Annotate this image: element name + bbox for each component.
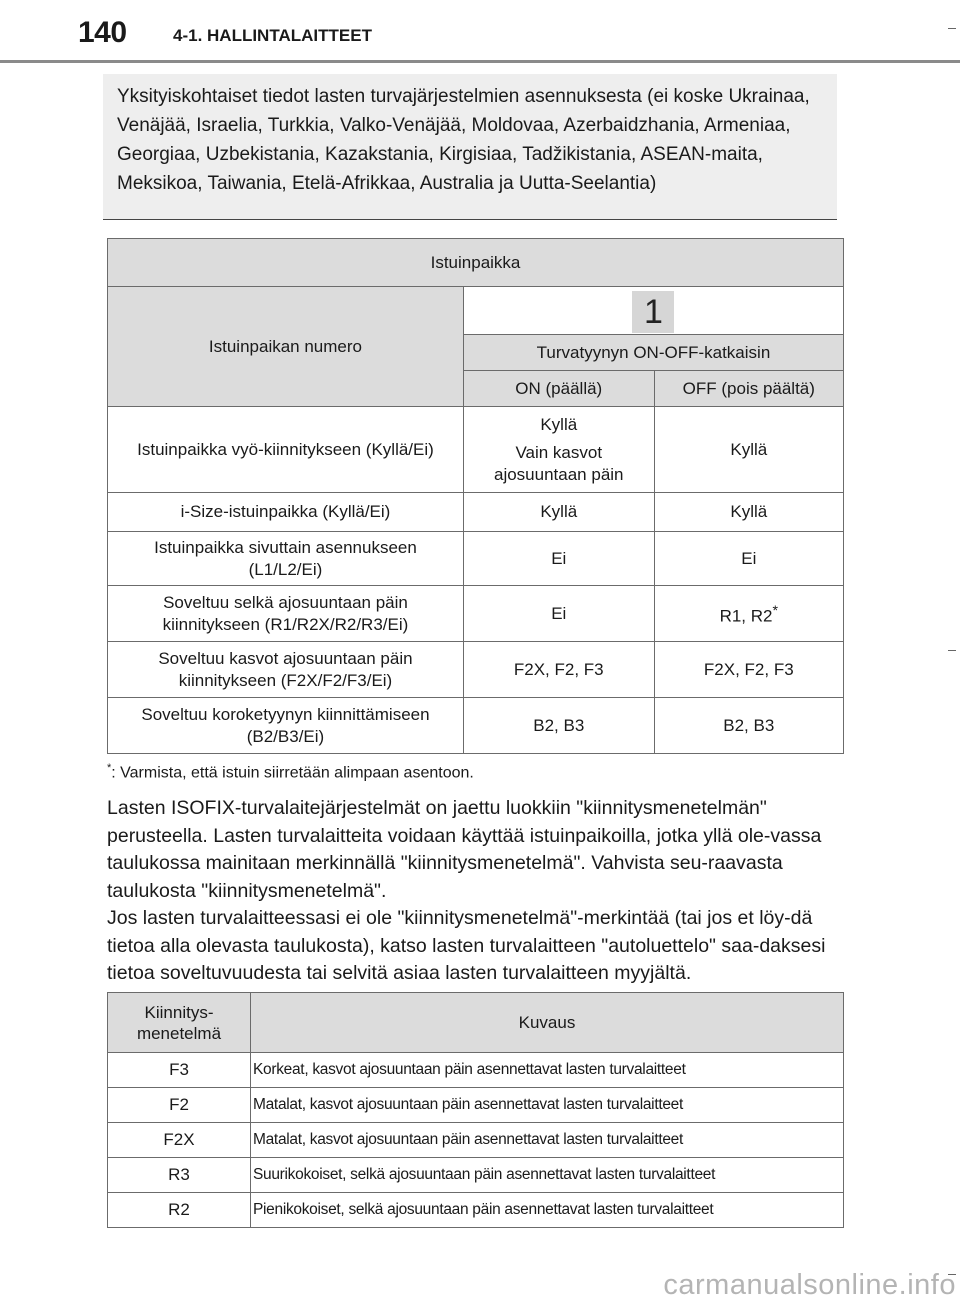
cell-value: Kyllä [463, 493, 654, 532]
cell-value: Ei [654, 532, 843, 586]
paragraph: Jos lasten turvalaitteessasi ei ole "kiinnitysmenetelmä"-merkintää (tai jos et löy-dä tietoa alla olevasta taulukosta), katso lasten turvalaitteen "autoluettelo" saa-daksesi tietoa soveltuvuudesta tai selvitä asiaa lasten turvalaitteen myyjältä. [107, 907, 826, 984]
row-label: Soveltuu kasvot ajosuuntaan päin kiinnitykseen (F2X/F2/F3/Ei) [108, 642, 464, 698]
seating-position-table [107, 238, 844, 754]
crop-mark [948, 28, 956, 29]
method-header-line: Kiinnitys- [144, 1002, 214, 1022]
cell-value: Ei [463, 586, 654, 642]
cell-value-text: R1, R2 [719, 606, 773, 626]
attachment-method-table [107, 992, 844, 1228]
row-label: Soveltuu selkä ajosuuntaan päin kiinnitykseen (R1/R2X/R2/R3/Ei) [108, 586, 464, 642]
cell-value: B2, B3 [463, 698, 654, 754]
table-row [108, 532, 844, 586]
method-code: R2 [108, 1193, 251, 1228]
seat-number-label: Istuinpaikan numero [108, 287, 464, 407]
table-row [108, 1193, 844, 1228]
row-label: Istuinpaikka vyö-kiinnitykseen (Kyllä/Ei) [108, 407, 464, 493]
cell-value: F2X, F2, F3 [654, 642, 843, 698]
method-description: Matalat, kasvot ajosuuntaan päin asennettavat lasten turvalaitteet [251, 1123, 844, 1158]
airbag-switch-label: Turvatyynyn ON-OFF-katkaisin [463, 335, 843, 371]
paragraph: Lasten ISOFIX-turvalaitejärjestelmät on jaettu luokkiin "kiinnitysmenetelmän" perusteella. Lasten turvalaitteita voidaan käyttää istuinpaikoilla, jotka yllä ole-vassa taulukossa mainitaan merkinnällä "kiinnitysmenetelmä". Vahvista seu-raavasta taulukosta "kiinnitysmenetelmä". [107, 797, 822, 902]
method-description: Korkeat, kasvot ajosuuntaan päin asennettavat lasten turvalaitteet [251, 1053, 844, 1088]
watermark: carmanualsonline.info [663, 1269, 956, 1301]
table-row [108, 1158, 844, 1193]
seat-table-title: Istuinpaikka [108, 239, 844, 287]
cell-value: Ei [463, 532, 654, 586]
method-description: Matalat, kasvot ajosuuntaan päin asennettavat lasten turvalaitteet [251, 1088, 844, 1123]
cell-value [654, 586, 843, 642]
table-row [108, 586, 844, 642]
row-label: Soveltuu koroketyynyn kiinnittämiseen (B2/B3/Ei) [108, 698, 464, 754]
cell-value: Kyllä [654, 493, 843, 532]
cell-value: F2X, F2, F3 [463, 642, 654, 698]
table-row [108, 407, 844, 493]
footnote-text: : Varmista, että istuin siirretään alimpaan asentoon. [111, 764, 474, 782]
footnote [107, 762, 474, 782]
cell-value: Kyllä [654, 407, 843, 493]
cell-value: B2, B3 [654, 698, 843, 754]
table-row [108, 698, 844, 754]
body-text [107, 795, 847, 988]
row-label: Istuinpaikka sivuttain asennukseen (L1/L2/Ei) [108, 532, 464, 586]
table-row [108, 493, 844, 532]
section-title: 4-1. HALLINTALAITTEET [173, 26, 372, 45]
footnote-marker: * [772, 602, 779, 619]
table-row [108, 1123, 844, 1158]
description-column-header: Kuvaus [251, 993, 844, 1053]
table-row [108, 1088, 844, 1123]
header-rule [0, 60, 960, 63]
table-row [108, 642, 844, 698]
row-label: i-Size-istuinpaikka (Kyllä/Ei) [108, 493, 464, 532]
footnote-mark: * [107, 762, 112, 774]
cell-note: Vain kasvot ajosuuntaan päin [494, 442, 624, 484]
intro-box [103, 74, 837, 220]
method-column-header [108, 993, 251, 1053]
crop-mark [948, 650, 956, 651]
method-header-line: menetelmä [136, 1023, 222, 1043]
cell-value: Kyllä [540, 414, 578, 434]
method-description: Suurikokoiset, selkä ajosuuntaan päin asennettavat lasten turvalaitteet [251, 1158, 844, 1193]
method-code: F2 [108, 1088, 251, 1123]
page-number: 140 [78, 16, 127, 49]
method-code: R3 [108, 1158, 251, 1193]
intro-text: Yksityiskohtaiset tiedot lasten turvajärjestelmien asennuksesta (ei koske Ukrainaa, Venäjää, Israelia, Turkkia, Valko-Venäjää, Moldovaa, Azerbaidzhania, Armeniaa, Georgiaa, Uzbekistania, Kazakstania, Kirgisiaa, Tadžikistania, ASEAN-maita, Meksikoa, Taiwania, Etelä-Afrikkaa, Australia ja Uutta-Seelantia) [117, 86, 810, 194]
method-code: F2X [108, 1123, 251, 1158]
airbag-off-header: OFF (pois päältä) [654, 371, 843, 407]
airbag-on-header: ON (päällä) [463, 371, 654, 407]
seat-number-badge: 1 [632, 291, 674, 333]
table-row [108, 1053, 844, 1088]
method-description: Pienikokoiset, selkä ajosuuntaan päin asennettavat lasten turvalaitteet [251, 1193, 844, 1228]
method-code: F3 [108, 1053, 251, 1088]
